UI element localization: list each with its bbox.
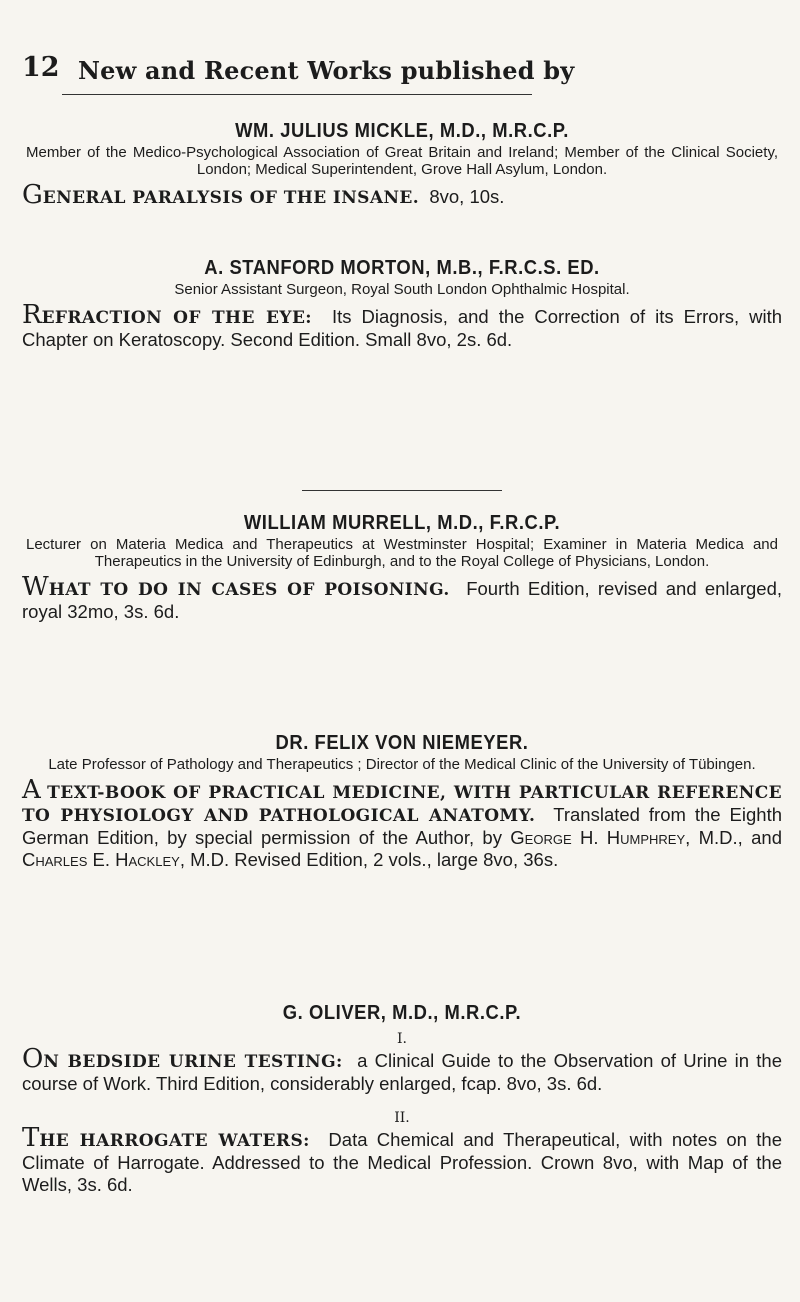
running-title: New and Recent Works published by [78,56,575,85]
translator-name: George H. Humphrey [510,827,686,848]
book-title: HE HARROGATE WATERS: [39,1131,310,1151]
header-rule [62,94,532,95]
book-details: , M.D. Revised Edition, 2 vols., large 8vo, 36s. [179,849,559,870]
book-title: N BEDSIDE URINE TESTING: [43,1052,343,1072]
author-name: G. OLIVER, M.D., M.R.C.P. [282,1002,522,1024]
entry-mickle [22,118,782,209]
author-name: DR. FELIX VON NIEMEYER. [275,732,529,754]
entry-niemeyer [22,730,782,871]
work-numeral: I. [397,1031,407,1047]
section-divider [302,490,502,491]
work-numeral: II. [394,1110,410,1126]
drop-initial: T [22,1123,40,1153]
drop-initial: R [22,300,42,330]
entry-murrell [22,510,782,623]
entry-oliver [22,1000,782,1196]
drop-initial: W [22,572,49,602]
book-entry [22,1123,782,1196]
book-details: Fourth Edition, revised and enlarged, royal 32mo, 3s. 6d. [22,578,782,622]
book-entry [22,775,783,871]
author-affiliation: Member of the Medico-Psychological Association of Great Britain and Ireland; Member of the Clinical Society, London; Medical Superintendent, Grove Hall Asylum, London. [26,144,778,178]
book-details: 8vo, 10s. [429,186,505,207]
page-number: 12 [22,52,60,83]
book-entry [22,300,783,351]
book-details: Data Chemical and Therapeutical, with notes on the Climate of Harrogate. Addressed to the Medical Profession. Crown 8vo, with Map of the Wells, 3s. 6d. [22,1129,782,1195]
author-name: WILLIAM MURRELL, M.D., F.R.C.P. [243,512,561,534]
author-name: WM. JULIUS MICKLE, M.D., M.R.C.P. [235,120,569,142]
book-title: HAT TO DO IN CASES OF POISONING. [48,580,450,600]
book-title: EFRACTION OF THE EYE: [41,308,312,328]
book-details: , M.D., and [685,827,782,848]
drop-initial: A [22,775,41,805]
drop-initial: G [22,180,43,210]
translator-name: Charles E. Hackley [22,849,180,870]
book-details: a Clinical Guide to the Observation of Urine in the course of Work. Third Edition, considerably enlarged, fcap. 8vo, 3s. 6d. [22,1050,783,1094]
book-entry [22,180,782,210]
author-name: A. STANFORD MORTON, M.B., F.R.C.S. ED. [204,257,600,279]
drop-initial: O [22,1044,44,1074]
author-affiliation: Late Professor of Pathology and Therapeutics ; Director of the Medical Clinic of the University of Tübingen. [48,756,756,773]
book-entry [22,1044,783,1095]
book-details: Translated from the Eighth German Edition, by special permission of the Author, by [22,804,783,848]
book-title: ENERAL PARALYSIS OF THE INSANE. [42,188,420,208]
book-title: TEXT-BOOK OF PRACTICAL MEDICINE, WITH PARTICULAR REFERENCE TO PHYSIOLOGY AND PATHOLOGICAL ANATOMY. [22,783,783,826]
book-entry [22,572,782,623]
entry-morton [22,255,782,351]
book-details: Its Diagnosis, and the Correction of its Errors, with Chapter on Keratoscopy. Second Edition. Small 8vo, 2s. 6d. [22,306,783,350]
running-head [22,52,782,92]
author-affiliation: Lecturer on Materia Medica and Therapeutics at Westminster Hospital; Examiner in Materia Medica and Therapeutics in the University of Edinburgh, and to the Royal College of Physicians, London. [26,536,778,570]
author-affiliation: Senior Assistant Surgeon, Royal South London Ophthalmic Hospital. [174,281,630,298]
